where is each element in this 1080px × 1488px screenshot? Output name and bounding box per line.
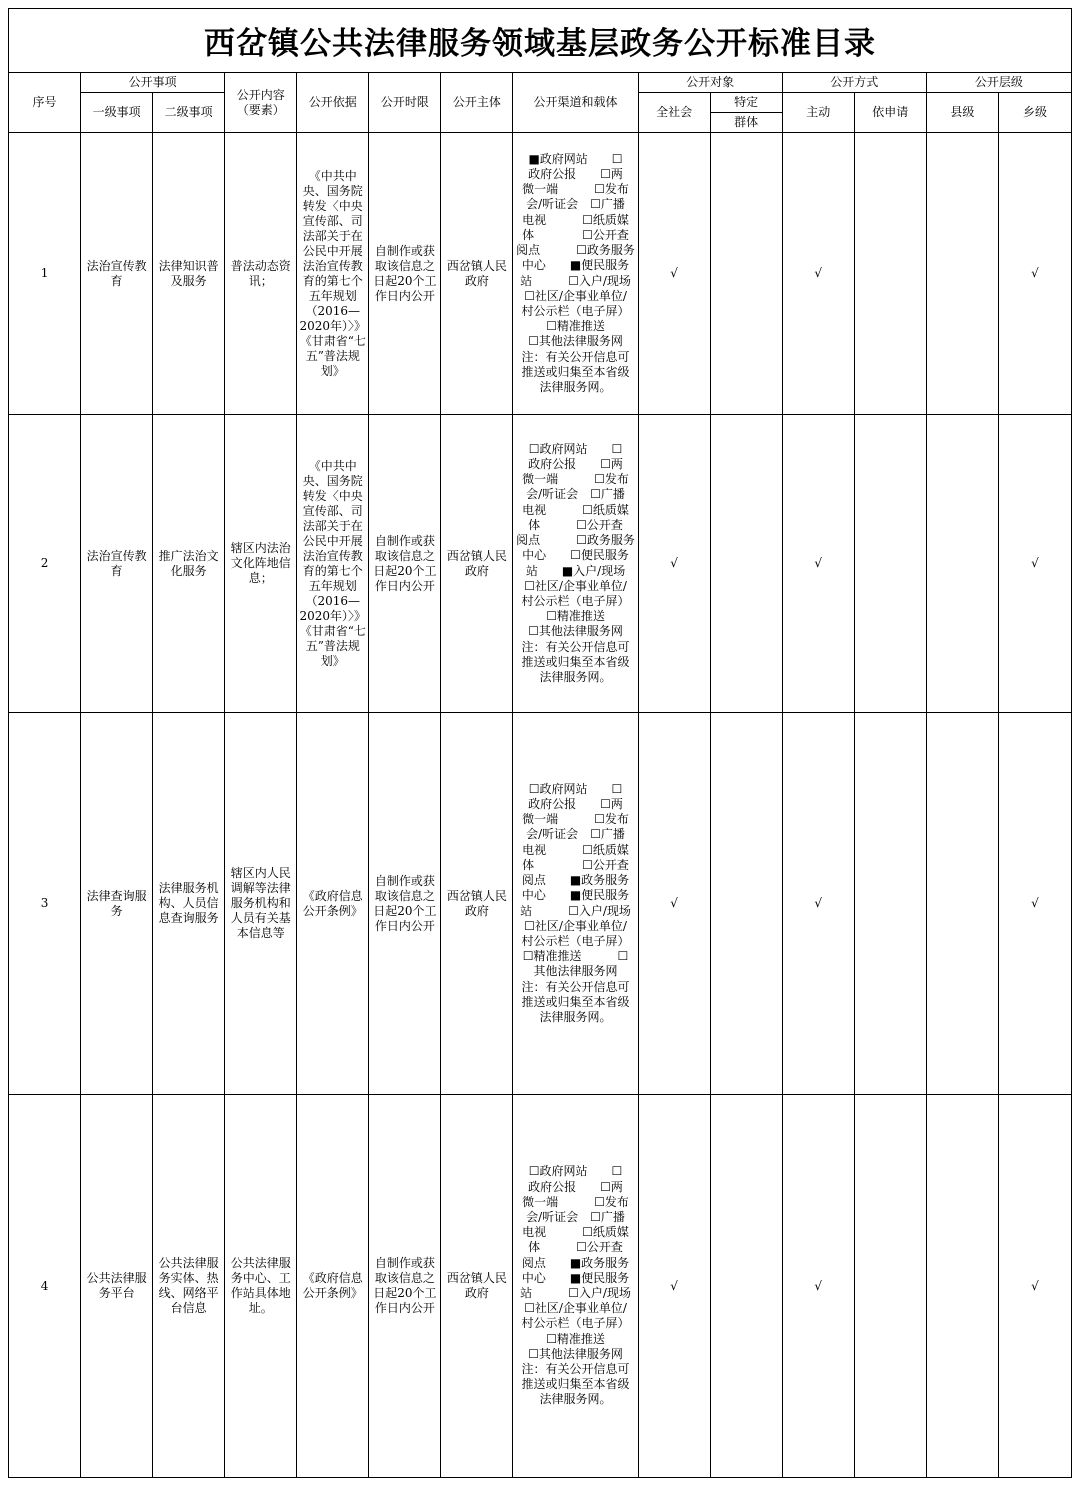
channel-line: 中心 ■便民服务 <box>521 888 630 903</box>
row-seq: 4 <box>9 1095 81 1478</box>
row-time-limit: 自制作或获取该信息之日起20个工作日内公开 <box>369 1095 441 1478</box>
row-seq: 2 <box>9 415 81 713</box>
channel-line: 村公示栏（电子屏） <box>521 303 630 318</box>
channel-line: ☐其他法律服务网 <box>528 1346 623 1361</box>
channel-line: 会/听证会 ☐广播 <box>526 1209 625 1224</box>
header-subject: 公开主体 <box>441 73 513 133</box>
channel-line: 注：有关公开信息可 <box>521 979 630 994</box>
row-on-request-check <box>854 133 926 415</box>
row-township-check: √ <box>998 1095 1071 1478</box>
row-all-society-check: √ <box>638 1095 710 1478</box>
header-item-group: 公开事项 <box>81 73 225 93</box>
channel-line: 中心 ■便民服务 <box>521 1270 630 1285</box>
channel-line: 中心 ■便民服务 <box>521 258 630 273</box>
row-level2: 公共法律服务实体、热线、网络平台信息 <box>153 1095 225 1478</box>
channel-line: ☐精准推送 <box>546 1331 605 1346</box>
channel-line: 微一端 ☐发布 <box>522 1194 629 1209</box>
channel-line: ☐社区/企事业单位/ <box>524 288 627 303</box>
header-level-group: 公开层级 <box>926 73 1071 93</box>
row-level2: 推广法治文化服务 <box>153 415 225 713</box>
channel-line: 电视 ☐纸质媒 <box>522 842 629 857</box>
row-active-check: √ <box>782 1095 854 1478</box>
channel-line: 其他法律服务网 <box>533 964 618 979</box>
channel-line: 推送或归集至本省级 <box>521 1377 630 1392</box>
row-active-check: √ <box>782 133 854 415</box>
channel-line: 站 ☐入户/现场 <box>520 903 631 918</box>
row-subject: 西岔镇人民政府 <box>441 713 513 1095</box>
channel-line: ☐社区/企事业单位/ <box>524 918 627 933</box>
row-content: 普法动态资讯； <box>225 133 297 415</box>
row-specific-group-check <box>710 415 782 713</box>
row-specific-group-check <box>710 133 782 415</box>
channel-line: ☐其他法律服务网 <box>528 624 623 639</box>
header-active: 主动 <box>782 93 854 133</box>
channel-line: ☐政府网站 ☐ <box>528 781 623 796</box>
header-content: 公开内容（要素） <box>225 73 297 133</box>
row-on-request-check <box>854 415 926 713</box>
channel-line: 推送或归集至本省级 <box>521 654 630 669</box>
channel-line: 法律服务网。 <box>539 1392 612 1407</box>
channel-line: ☐政府网站 ☐ <box>528 441 623 456</box>
channel-line: 阅点 ☐政务服务 <box>516 533 635 548</box>
row-basis: 《中共中央、国务院转发〈中央宣传部、司法部关于在公民中开展法治宣传教育的第七个五年规划（2016—2020年）〉》《甘肃省“七五”普法规划》 <box>297 133 369 415</box>
row-township-check: √ <box>998 415 1071 713</box>
channel-line: ☐其他法律服务网 <box>528 334 623 349</box>
row-basis: 《中共中央、国务院转发〈中央宣传部、司法部关于在公民中开展法治宣传教育的第七个五年规划（2016—2020年）〉》《甘肃省“七五”普法规划》 <box>297 415 369 713</box>
channel-line: 电视 ☐纸质媒 <box>522 502 629 517</box>
row-county-check <box>926 713 998 1095</box>
channel-line: 村公示栏（电子屏） <box>521 933 630 948</box>
row-time-limit: 自制作或获取该信息之日起20个工作日内公开 <box>369 415 441 713</box>
header-specific-group-a: 特定 <box>710 93 782 113</box>
page-title: 西岔镇公共法律服务领域基层政务公开标准目录 <box>8 8 1072 72</box>
row-seq: 1 <box>9 133 81 415</box>
row-level1: 公共法律服务平台 <box>81 1095 153 1478</box>
row-level2: 法律服务机构、人员信息查询服务 <box>153 713 225 1095</box>
channel-line: 会/听证会 ☐广播 <box>526 487 625 502</box>
channel-line: ☐精准推送 ☐ <box>522 949 629 964</box>
row-channel <box>513 133 638 415</box>
row-active-check: √ <box>782 415 854 713</box>
row-time-limit: 自制作或获取该信息之日起20个工作日内公开 <box>369 713 441 1095</box>
header-time-limit: 公开时限 <box>369 73 441 133</box>
row-basis: 《政府信息公开条例》 <box>297 1095 369 1478</box>
channel-line: ☐社区/企事业单位/ <box>524 1301 627 1316</box>
standard-catalog-table <box>8 72 1072 1478</box>
header-county: 县级 <box>926 93 998 133</box>
channel-line: 注：有关公开信息可 <box>521 639 630 654</box>
header-level2: 二级事项 <box>153 93 225 133</box>
header-all-society: 全社会 <box>638 93 710 133</box>
channel-line: 体 ☐公开查 <box>522 857 629 872</box>
channel-line: 体 ☐公开查 <box>522 227 629 242</box>
row-content: 辖区内法治文化阵地信息； <box>225 415 297 713</box>
channel-line: 政府公报 ☐两 <box>528 1179 623 1194</box>
row-on-request-check <box>854 713 926 1095</box>
row-level2: 法律知识普及服务 <box>153 133 225 415</box>
channel-line: ☐政府网站 ☐ <box>528 1164 623 1179</box>
header-on-request: 依申请 <box>854 93 926 133</box>
channel-line: 政府公报 ☐两 <box>528 167 623 182</box>
row-all-society-check: √ <box>638 133 710 415</box>
channel-line: 中心 ☐便民服务 <box>522 548 629 563</box>
header-channel: 公开渠道和载体 <box>513 73 638 133</box>
row-channel <box>513 1095 638 1478</box>
channel-line: 微一端 ☐发布 <box>522 472 629 487</box>
channel-line: 体 ☐公开查 <box>528 1240 623 1255</box>
row-channel <box>513 415 638 713</box>
row-time-limit: 自制作或获取该信息之日起20个工作日内公开 <box>369 133 441 415</box>
channel-line: 体 ☐公开查 <box>528 517 623 532</box>
row-seq: 3 <box>9 713 81 1095</box>
channel-line: 站 ☐入户/现场 <box>520 273 631 288</box>
row-level1: 法治宣传教育 <box>81 133 153 415</box>
row-township-check: √ <box>998 713 1071 1095</box>
channel-line: 阅点 ■政务服务 <box>521 1255 630 1270</box>
row-subject: 西岔镇人民政府 <box>441 133 513 415</box>
row-all-society-check: √ <box>638 713 710 1095</box>
channel-line: 会/听证会 ☐广播 <box>526 827 625 842</box>
channel-line: 法律服务网。 <box>539 669 612 684</box>
row-township-check: √ <box>998 133 1071 415</box>
channel-line: 电视 ☐纸质媒 <box>522 212 629 227</box>
channel-line: 政府公报 ☐两 <box>528 457 623 472</box>
channel-line: 阅点 ☐政务服务 <box>516 243 635 258</box>
channel-line: 法律服务网。 <box>539 379 612 394</box>
channel-line: 注：有关公开信息可 <box>521 349 630 364</box>
header-level1: 一级事项 <box>81 93 153 133</box>
channel-line: ☐精准推送 <box>546 319 605 334</box>
channel-line: 微一端 ☐发布 <box>522 812 629 827</box>
header-method-group: 公开方式 <box>782 73 926 93</box>
channel-line: 注：有关公开信息可 <box>521 1362 630 1377</box>
row-subject: 西岔镇人民政府 <box>441 415 513 713</box>
channel-line: 政府公报 ☐两 <box>528 797 623 812</box>
table-row <box>9 1095 1072 1478</box>
channel-line: 村公示栏（电子屏） <box>521 1316 630 1331</box>
channel-line: 法律服务网。 <box>539 1009 612 1024</box>
header-township: 乡级 <box>998 93 1071 133</box>
channel-line: 阅点 ■政务服务 <box>521 873 630 888</box>
row-level1: 法律查询服务 <box>81 713 153 1095</box>
row-channel <box>513 713 638 1095</box>
channel-line: 站 ■入户/现场 <box>525 563 626 578</box>
row-level1: 法治宣传教育 <box>81 415 153 713</box>
channel-line: 会/听证会 ☐广播 <box>526 197 625 212</box>
row-subject: 西岔镇人民政府 <box>441 1095 513 1478</box>
row-specific-group-check <box>710 713 782 1095</box>
channel-line: ☐精准推送 <box>546 609 605 624</box>
channel-line: 站 ☐入户/现场 <box>520 1286 631 1300</box>
row-specific-group-check <box>710 1095 782 1478</box>
channel-line: 微一端 ☐发布 <box>522 182 629 197</box>
table-row <box>9 415 1072 713</box>
channel-line: 推送或归集至本省级 <box>521 994 630 1009</box>
row-county-check <box>926 1095 998 1478</box>
row-county-check <box>926 415 998 713</box>
channel-line: 电视 ☐纸质媒 <box>522 1225 629 1240</box>
header-basis: 公开依据 <box>297 73 369 133</box>
row-county-check <box>926 133 998 415</box>
header-seq: 序号 <box>9 73 81 133</box>
row-content: 公共法律服务中心、工作站具体地址。 <box>225 1095 297 1478</box>
channel-line: ■政府网站 ☐ <box>528 151 623 166</box>
row-all-society-check: √ <box>638 415 710 713</box>
channel-line: 推送或归集至本省级 <box>521 364 630 379</box>
header-target-group: 公开对象 <box>638 73 782 93</box>
row-on-request-check <box>854 1095 926 1478</box>
table-row <box>9 713 1072 1095</box>
row-active-check: √ <box>782 713 854 1095</box>
table-row <box>9 133 1072 415</box>
row-content: 辖区内人民调解等法律服务机构和人员有关基本信息等 <box>225 713 297 1095</box>
row-basis: 《政府信息公开条例》 <box>297 713 369 1095</box>
channel-line: 村公示栏（电子屏） <box>521 593 630 608</box>
header-specific-group-b: 群体 <box>710 113 782 133</box>
channel-line: ☐社区/企事业单位/ <box>524 578 627 593</box>
